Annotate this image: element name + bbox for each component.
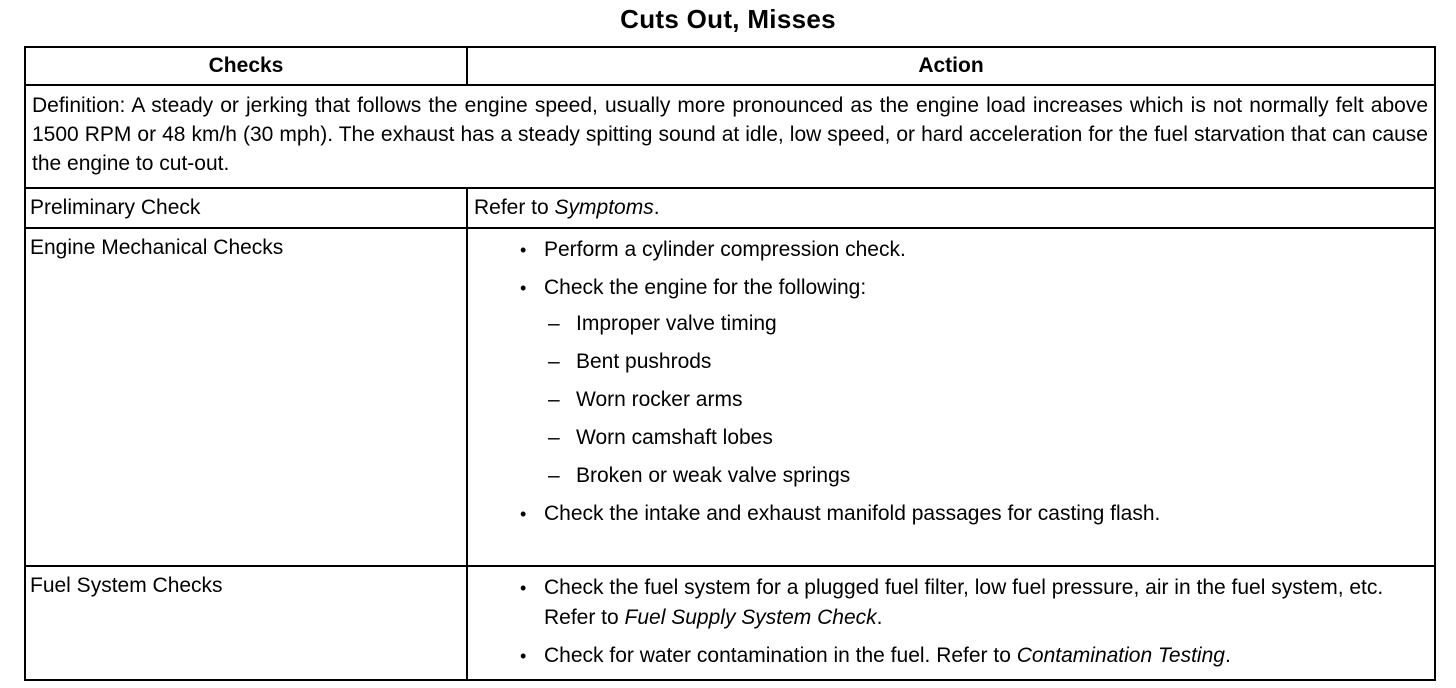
list-item-text: Check the fuel system for a plugged fuel filter, low fuel pressure, air in the fuel system, etc. Refer to	[544, 576, 1384, 629]
sub-item-text: Improper valve timing	[576, 312, 777, 335]
header-checks: Checks	[25, 47, 467, 85]
list-item	[518, 235, 1428, 265]
bullet-icon: •	[520, 578, 527, 598]
reference-contamination-testing: Contamination Testing	[1016, 644, 1225, 667]
check-engine-mechanical: Engine Mechanical Checks	[25, 228, 467, 566]
sub-list-item	[548, 461, 1428, 491]
dash-icon: –	[548, 426, 560, 449]
bullet-list	[474, 573, 1428, 671]
list-item	[518, 499, 1428, 529]
sub-item-text: Broken or weak valve springs	[576, 464, 851, 487]
list-item-text: Check the engine for the following:	[544, 276, 867, 299]
sub-list-item	[548, 347, 1428, 377]
list-item-suffix: .	[1224, 644, 1231, 667]
dash-icon: –	[548, 464, 560, 487]
list-item-text: Check for water contamination in the fuel. Refer to	[544, 644, 1017, 667]
bullet-icon: •	[520, 278, 527, 298]
reference-symptoms: Symptoms	[554, 196, 654, 219]
header-action: Action	[467, 47, 1435, 85]
list-item	[518, 273, 1428, 491]
bullet-icon: •	[520, 504, 527, 524]
table-row	[25, 566, 1435, 680]
bullet-icon: •	[520, 646, 527, 666]
reference-fuel-supply-system-check: Fuel Supply System Check	[624, 606, 877, 629]
action-suffix: .	[653, 196, 660, 219]
sub-list-item	[548, 385, 1428, 415]
list-item	[518, 573, 1428, 633]
action-preliminary	[467, 188, 1435, 228]
table-row	[25, 188, 1435, 228]
bullet-icon: •	[520, 240, 527, 260]
sub-list	[544, 309, 1428, 491]
diagnostic-table	[24, 46, 1436, 681]
check-fuel-system: Fuel System Checks	[25, 566, 467, 680]
sub-list-item	[548, 423, 1428, 453]
table-row	[25, 228, 1435, 566]
dash-icon: –	[548, 350, 560, 373]
dash-icon: –	[548, 388, 560, 411]
check-preliminary: Preliminary Check	[25, 188, 467, 228]
sub-item-text: Worn camshaft lobes	[576, 426, 773, 449]
bullet-list	[474, 235, 1428, 529]
list-item-suffix: .	[876, 606, 883, 629]
sub-item-text: Worn rocker arms	[576, 388, 743, 411]
sub-list-item	[548, 309, 1428, 339]
action-fuel-system	[467, 566, 1435, 680]
dash-icon: –	[548, 312, 560, 335]
header-row	[25, 47, 1435, 85]
list-item-text: Check the intake and exhaust manifold passages for casting flash.	[544, 502, 1161, 525]
action-text: Refer to	[474, 196, 555, 219]
action-engine-mechanical	[467, 228, 1435, 566]
page-title: Cuts Out, Misses	[620, 4, 836, 34]
list-item-text: Perform a cylinder compression check.	[544, 238, 906, 261]
definition-row	[25, 85, 1435, 188]
sub-item-text: Bent pushrods	[576, 350, 712, 373]
definition-text: Definition: A steady or jerking that follows the engine speed, usually more pronounced as the engine load increases which is not normally felt above 1500 RPM or 48 km/h (30 mph). The exhaust has a steady spitting sound at idle, low speed, or hard acceleration for the fuel starvation that can cause the engine to cut-out.	[25, 85, 1435, 188]
list-item	[518, 641, 1428, 671]
